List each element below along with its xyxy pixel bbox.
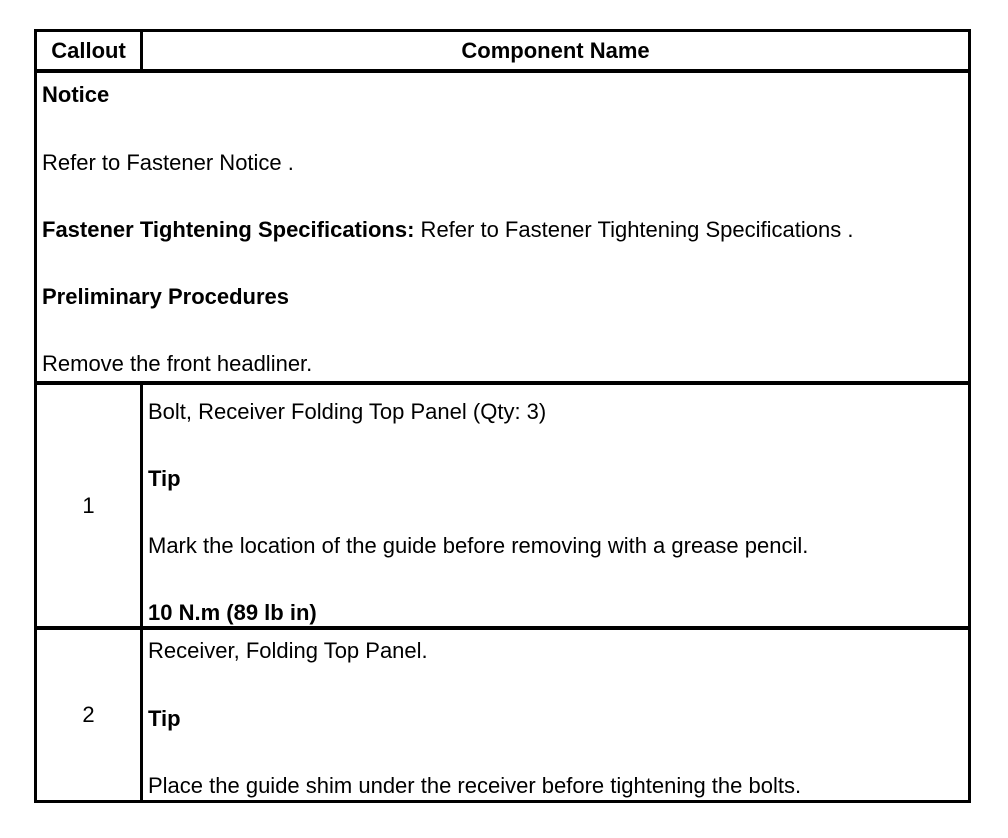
preliminary-procedures-heading: Preliminary Procedures	[42, 284, 290, 309]
torque-spec: 10 N.m (89 lb in)	[148, 600, 317, 625]
callout-column-header: Callout	[37, 32, 143, 69]
component-cell	[143, 385, 968, 626]
table-row	[37, 630, 968, 800]
fastener-notice-text: Refer to Fastener Notice .	[42, 150, 294, 175]
component-cell	[143, 630, 968, 800]
preliminary-procedures-text: Remove the front headliner.	[42, 351, 313, 376]
tightening-specifications-text: Refer to Fastener Tightening Specifications .	[414, 217, 854, 242]
tip-heading: Tip	[148, 466, 181, 491]
tip-text: Place the guide shim under the receiver before tightening the bolts.	[148, 773, 802, 798]
tightening-specifications-line	[42, 217, 853, 243]
table-row	[37, 385, 968, 630]
component-name: Bolt, Receiver Folding Top Panel (Qty: 3)	[148, 399, 547, 424]
tightening-specifications-label: Fastener Tightening Specifications:	[42, 217, 415, 242]
component-table	[34, 29, 971, 803]
tip-heading: Tip	[148, 706, 181, 731]
component-name-column-header: Component Name	[461, 37, 650, 63]
component-name: Receiver, Folding Top Panel.	[148, 638, 428, 663]
notice-heading: Notice	[42, 82, 110, 107]
callout-number: 1	[37, 385, 143, 626]
notice-section	[37, 73, 968, 385]
callout-number: 2	[37, 630, 143, 800]
tip-text: Mark the location of the guide before removing with a grease pencil.	[148, 533, 809, 558]
table-header-row	[37, 32, 968, 73]
